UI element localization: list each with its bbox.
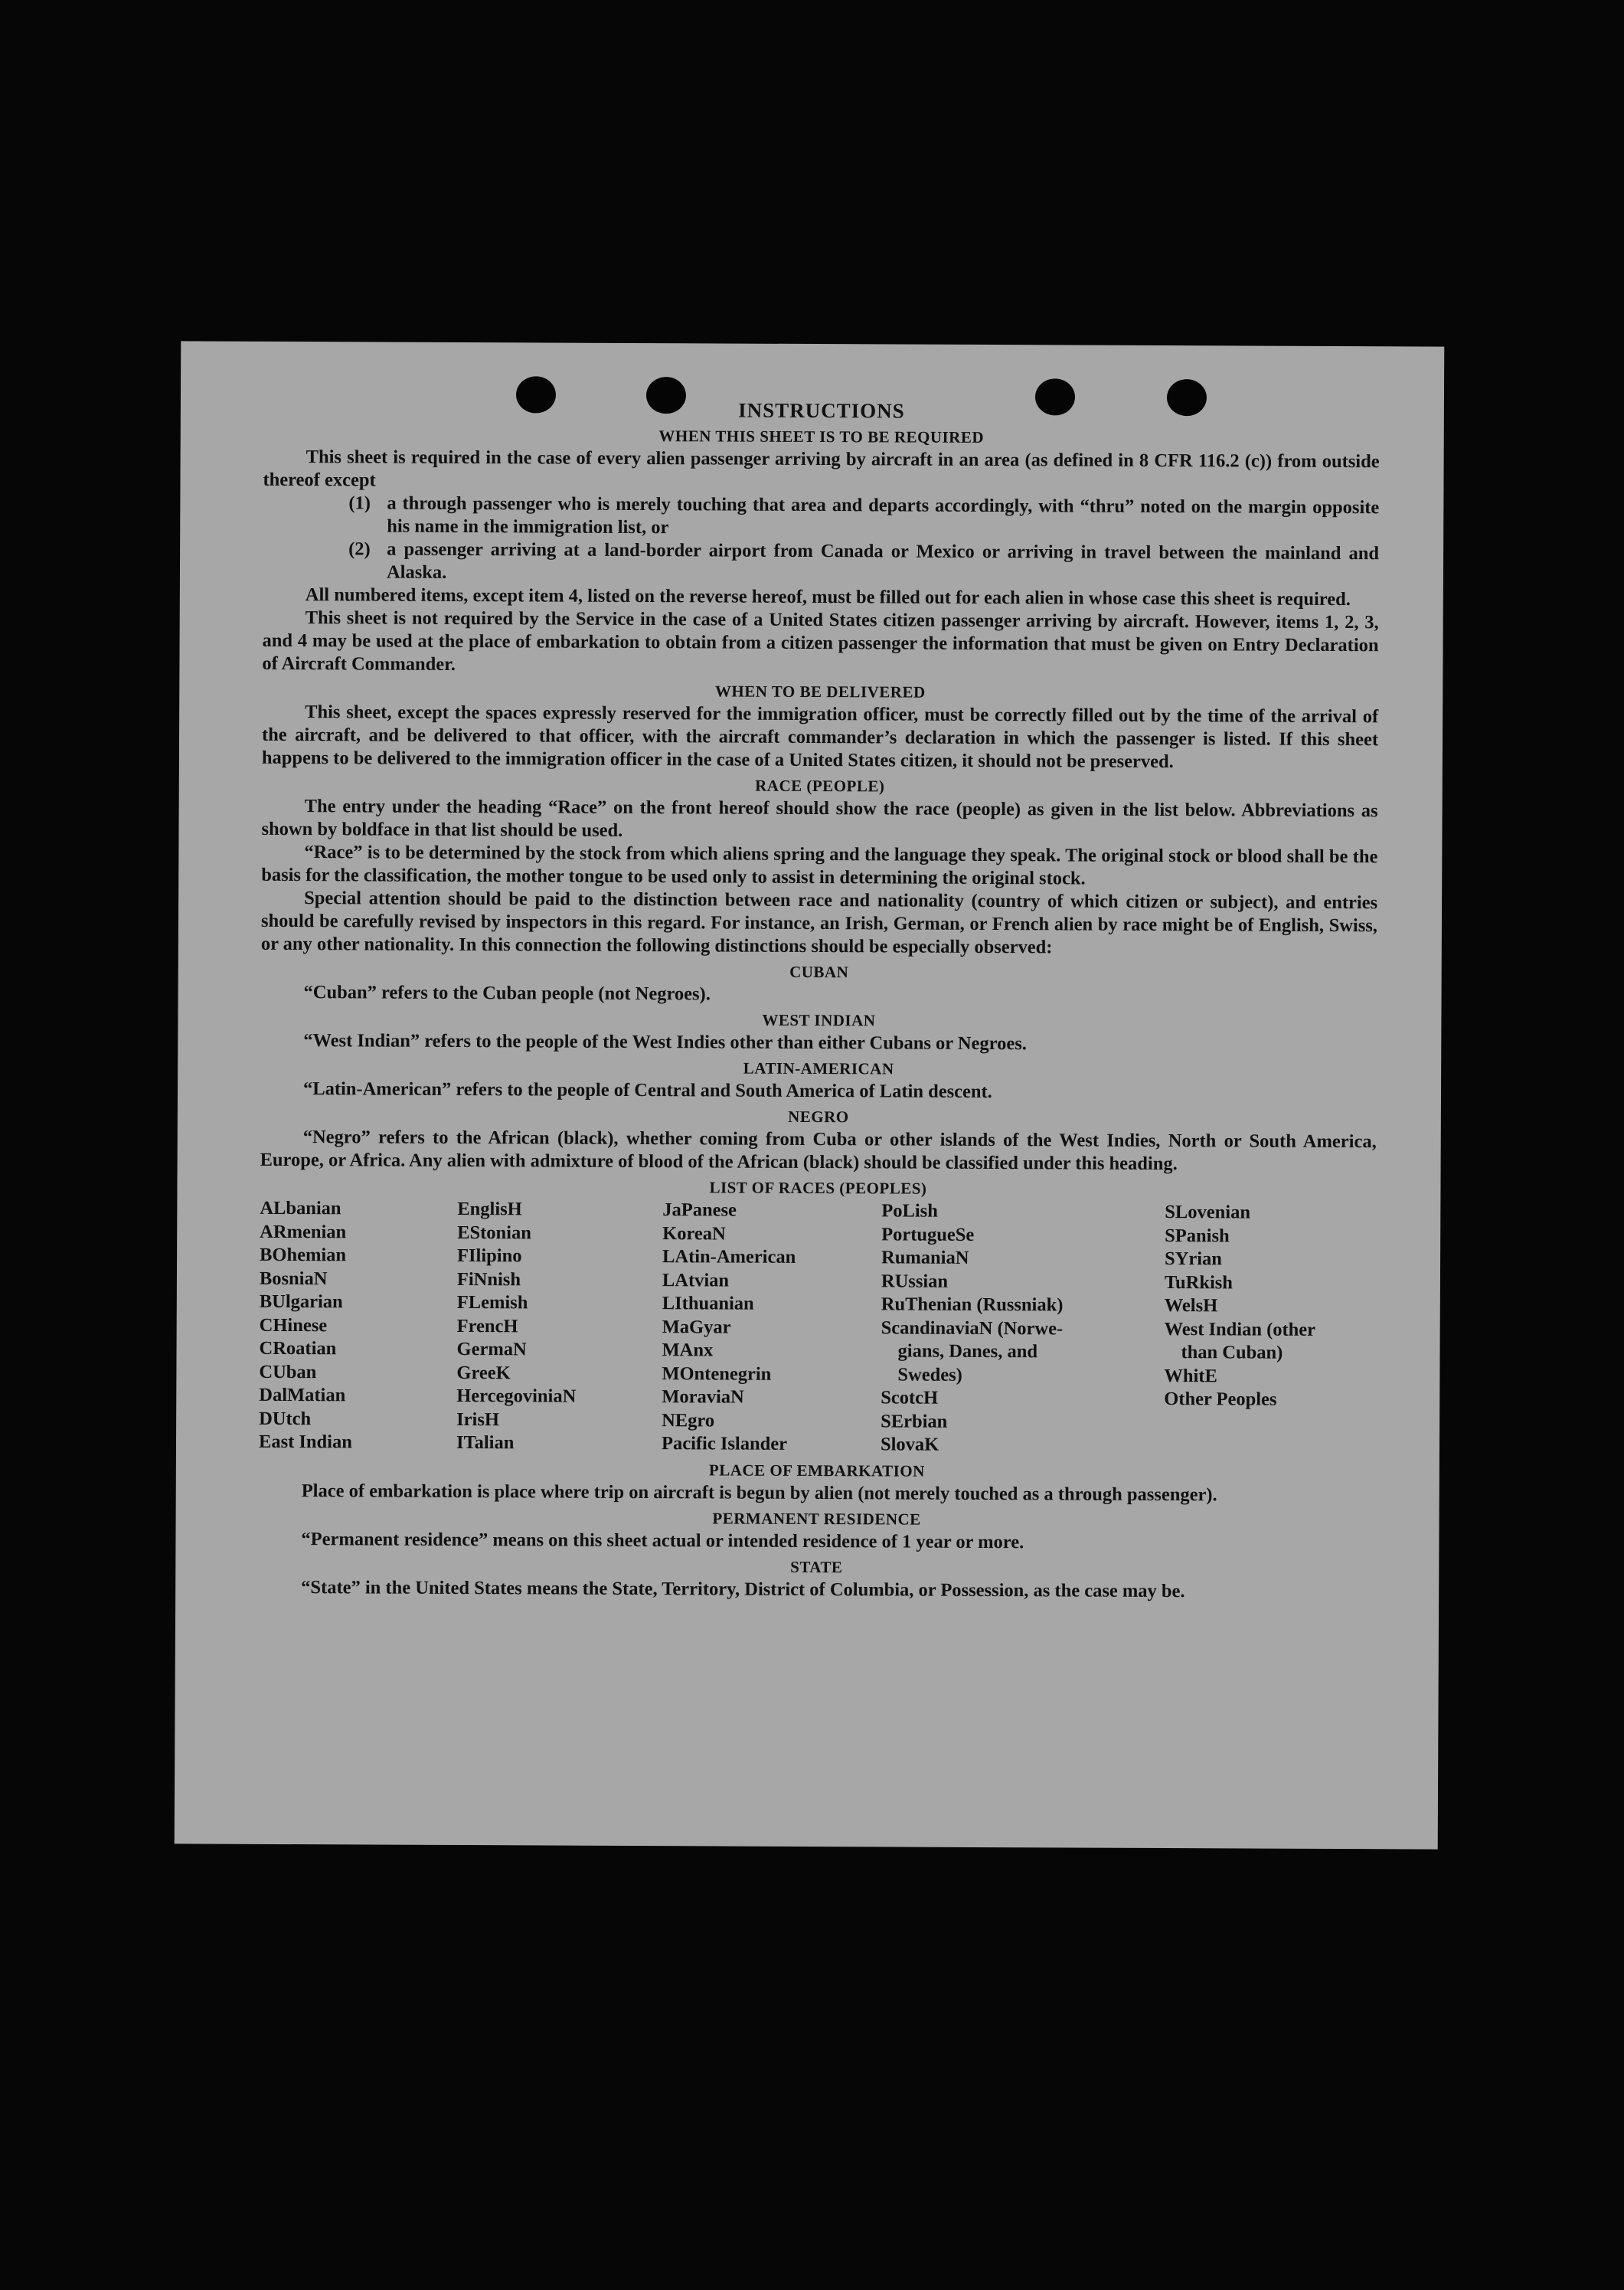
race-entry: FLemish xyxy=(456,1291,528,1313)
heading-latin-american: LATIN-AMERICAN xyxy=(743,1058,894,1078)
races-list xyxy=(259,1197,1376,1459)
race-entry: LAtvian xyxy=(662,1269,730,1291)
race-entry: West Indian (other xyxy=(1164,1318,1316,1340)
race-entry: DUtch xyxy=(259,1408,312,1429)
race-entry: ScandinaviaN (Norwe- xyxy=(881,1317,1064,1339)
race-entry: KoreaN xyxy=(662,1222,726,1245)
race-entry: SlovaK xyxy=(880,1434,939,1455)
races-column xyxy=(662,1199,881,1457)
heading-list-of-races: LIST OF RACES (PEOPLES) xyxy=(709,1178,927,1198)
embarkation-text: Place of embarkation is place where trip on aircraft is begun by alien (not merely touched as a through passenger). xyxy=(301,1480,1217,1505)
race-entry: SYrian xyxy=(1165,1248,1223,1270)
race-entry: BosniaN xyxy=(259,1268,328,1289)
race-entry: BOhemian xyxy=(260,1244,347,1266)
race-entry: than Cuban) xyxy=(1181,1342,1283,1363)
race-entry: SPanish xyxy=(1165,1225,1230,1246)
negro-text: “Negro” refers to the African (black), whether coming from Cuba or other islands of the West Indies, North or South America, Europe, or Africa. Any alien with admixture of blood of the African (black) should be classified under this heading. xyxy=(260,1127,1377,1175)
race-entry: Other Peoples xyxy=(1164,1389,1277,1410)
races-column xyxy=(881,1199,1165,1457)
race-entry: ALbanian xyxy=(260,1197,341,1219)
race-entry: RuThenian (Russniak) xyxy=(881,1294,1064,1316)
race-entry: FiNnish xyxy=(456,1268,521,1290)
race-entry: JaPanese xyxy=(662,1199,737,1221)
west-indian-text: “West Indian” refers to the people of the West Indies other than either Cubans or Negroes. xyxy=(303,1030,1027,1055)
races-column xyxy=(456,1198,662,1456)
race-entry: RumaniaN xyxy=(881,1247,969,1268)
race-entry: ARmenian xyxy=(260,1221,347,1242)
heading-delivered: WHEN TO BE DELIVERED xyxy=(714,682,926,702)
race-entry: NEgro xyxy=(662,1409,715,1431)
race-entry: Swedes) xyxy=(897,1364,962,1385)
race-entry: TuRkish xyxy=(1164,1271,1234,1293)
heading-cuban: CUBAN xyxy=(789,962,849,982)
race-para-1: The entry under the heading “Race” on the front hereof should show the race (people) as given in the list below. Abbreviations as shown by boldface in that list should be used. xyxy=(261,796,1378,841)
race-entry: CUban xyxy=(259,1361,317,1382)
race-entry: BUlgarian xyxy=(259,1291,343,1313)
race-para-2: “Race” is to be determined by the stock from which aliens spring and the language they speak. The original stock or blood shall be the basis for the classification, the mother tongue to be used only to assist in determining the original stock. xyxy=(261,842,1378,889)
race-entry: EnglisH xyxy=(457,1198,522,1220)
heading-negro: NEGRO xyxy=(788,1107,849,1127)
race-entry: MAnx xyxy=(662,1340,714,1361)
race-entry: WhitE xyxy=(1164,1365,1217,1386)
race-entry: gians, Danes, and xyxy=(897,1340,1038,1363)
race-entry: FIlipino xyxy=(457,1245,522,1267)
race-entry: CRoatian xyxy=(259,1337,337,1359)
race-entry: FrencH xyxy=(456,1315,518,1336)
race-entry: LIthuanian xyxy=(662,1293,754,1314)
race-entry: LAtin-American xyxy=(662,1246,796,1268)
race-entry: HercegoviniaN xyxy=(456,1385,577,1407)
race-entry: MaGyar xyxy=(662,1316,731,1338)
required-intro: This sheet is required in the case of every alien passenger arriving by aircraft in an area (as defined in 8 CFR 116.2 (c)) from outside thereof except xyxy=(263,447,1380,491)
race-entry: SLovenian xyxy=(1165,1202,1251,1223)
race-para-3: Special attention should be paid to the distinction between race and nationality (country of which citizen or subject), and entries should be carefully revised by inspectors in this regard. For instance, an Irish, German, or French alien by race might be of English, Swiss, or any other nationality. In this connection the following distinctions should be especially observed: xyxy=(260,888,1378,958)
heading-embarkation: PLACE OF EMBARKATION xyxy=(708,1460,925,1480)
race-entry: EStonian xyxy=(457,1222,531,1243)
race-entry: GermaN xyxy=(456,1338,527,1360)
latin-american-text: “Latin-American” refers to the people of Central and South America of Latin descent. xyxy=(302,1078,992,1103)
heading-permanent-residence: PERMANENT RESIDENCE xyxy=(712,1508,921,1529)
document-sheet xyxy=(175,341,1445,1849)
race-entry: PortugueSe xyxy=(881,1223,975,1245)
required-citizen-note: This sheet is not required by the Service in the case of a United States citizen passenger arriving by aircraft. However, items 1, 2, 3, and 4 may be used at the place of embarkation to obtain from a citizen passenger the information that must be given on Entry Declaration of Aircraft Commander. xyxy=(262,607,1379,675)
race-entry: IrisH xyxy=(456,1408,500,1430)
heading-state: STATE xyxy=(790,1557,843,1576)
exception-item: (1) a through passenger who is merely touching that area and departs accordingly, with “thru” noted on the margin opposite his name in the immigration list, or xyxy=(348,492,1380,538)
required-numbered-items: All numbered items, except item 4, listed on the reverse hereof, must be filled out for each alien in whose case this sheet is required. xyxy=(305,584,1351,610)
exception-item: (2) a passenger arriving at a land-border airport from Canada or Mexico or arriving in travel between the mainland and Alaska. xyxy=(348,538,1380,583)
race-entry: ScotcH xyxy=(881,1387,939,1408)
punch-hole xyxy=(516,376,556,413)
race-entry: ITalian xyxy=(456,1431,515,1454)
race-entry: MOntenegrin xyxy=(662,1363,772,1385)
cuban-text: “Cuban” refers to the Cuban people (not Negroes). xyxy=(303,982,711,1005)
race-entry: SErbian xyxy=(881,1410,948,1432)
race-entry: MoraviaN xyxy=(662,1386,744,1408)
page-title: INSTRUCTIONS xyxy=(738,398,905,423)
punch-hole xyxy=(1167,379,1207,416)
race-entry: RUssian xyxy=(881,1270,949,1292)
punch-hole xyxy=(646,377,686,414)
punch-hole xyxy=(1035,378,1075,415)
state-text: “State” in the United States means the State, Territory, District of Columbia, or Possession, as the case may be. xyxy=(301,1576,1185,1601)
heading-required: WHEN THIS SHEET IS TO BE REQUIRED xyxy=(658,427,985,447)
race-entry: East Indian xyxy=(258,1431,352,1453)
race-entry: PoLish xyxy=(881,1200,938,1222)
races-column xyxy=(259,1197,457,1455)
heading-west-indian: WEST INDIAN xyxy=(762,1010,876,1030)
delivered-text: This sheet, except the spaces expressly reserved for the immigration officer, must be correctly filled out by the time of the arrival of the aircraft, and be delivered to that officer, with the aircraft commander’s declaration in which the passenger is listed. If this sheet happens to be delivered to the immigration officer in the case of a United States citizen, it should not be preserved. xyxy=(261,702,1379,773)
heading-race: RACE (PEOPLE) xyxy=(755,776,885,796)
race-entry: DalMatian xyxy=(259,1384,346,1406)
races-column xyxy=(1164,1201,1376,1459)
race-entry: WelsH xyxy=(1164,1295,1218,1317)
race-entry: GreeK xyxy=(456,1362,511,1383)
race-entry: Pacific Islander xyxy=(661,1433,788,1454)
permanent-residence-text: “Permanent residence” means on this sheet actual or intended residence of 1 year or more. xyxy=(301,1528,1024,1552)
race-entry: CHinese xyxy=(259,1314,328,1336)
